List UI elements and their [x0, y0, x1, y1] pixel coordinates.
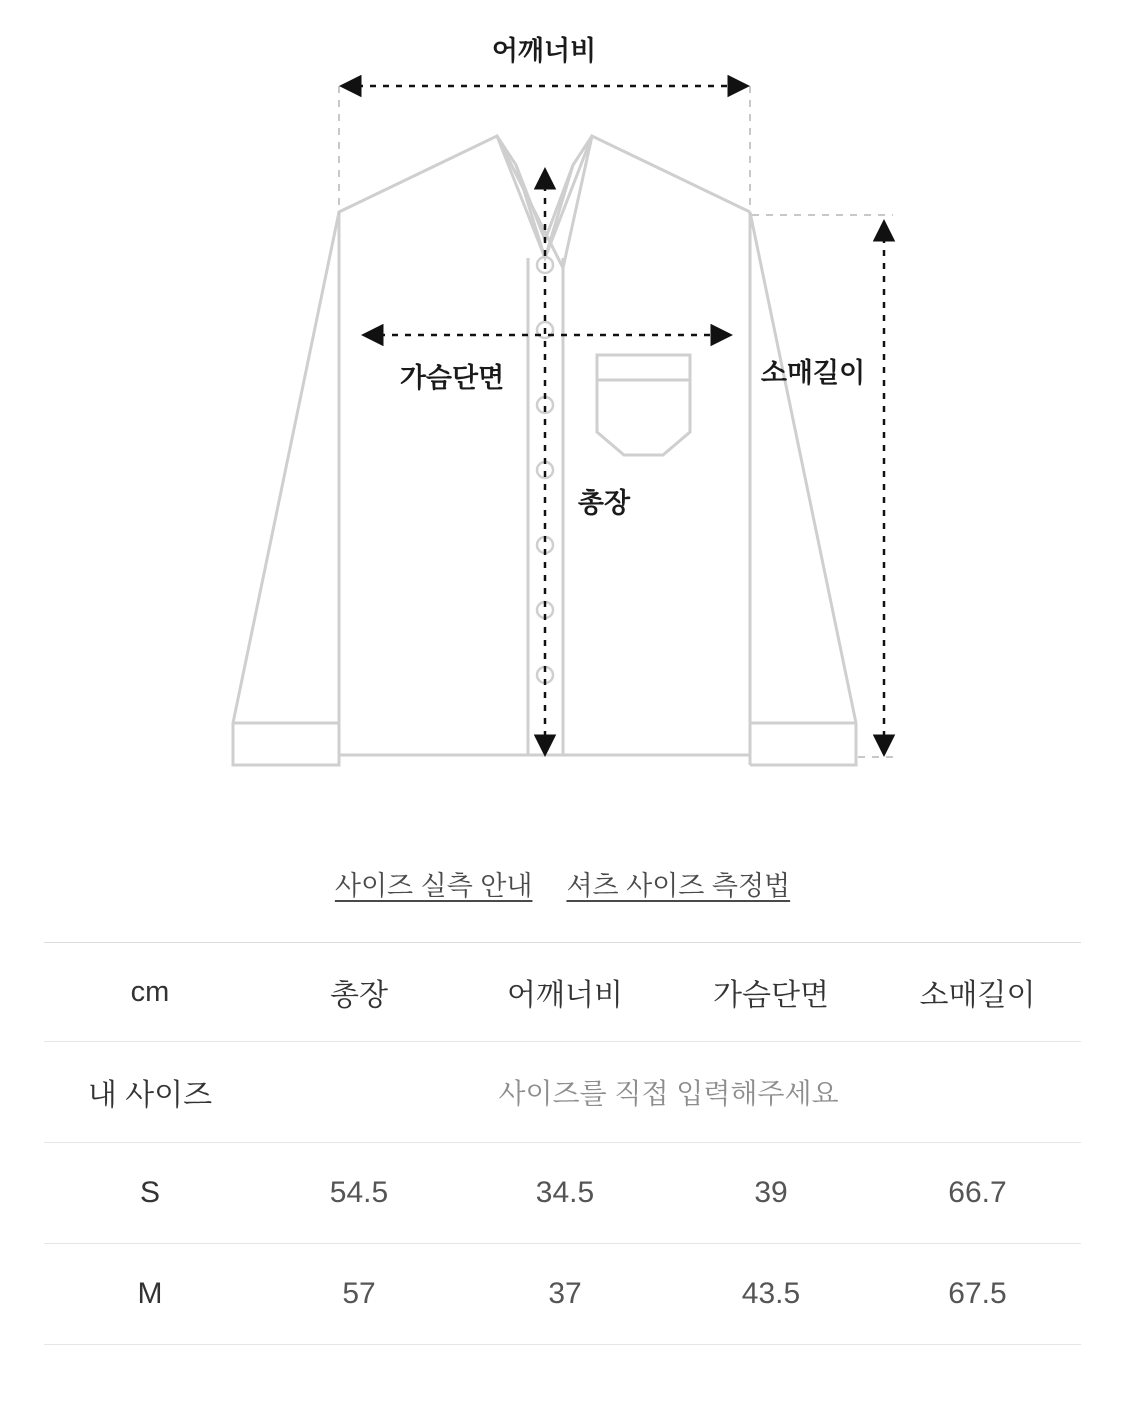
- header-unit: cm: [44, 943, 256, 1042]
- size-table: [44, 942, 1081, 1345]
- header-sleeve-length: 소매길이: [874, 943, 1081, 1042]
- label-chest-width: 가슴단면: [399, 363, 505, 393]
- size-guide-links: [0, 840, 1125, 926]
- my-size-label: 내 사이즈: [44, 1042, 256, 1143]
- cell-sleeve-length: 66.7: [874, 1143, 1081, 1244]
- label-sleeve-length: 소매길이: [760, 358, 866, 388]
- size-table-wrap: [0, 942, 1125, 1345]
- link-size-guide[interactable]: 사이즈 실측 안내: [334, 870, 533, 901]
- cell-sleeve-length: 67.5: [874, 1244, 1081, 1345]
- header-total-length: 총장: [256, 943, 462, 1042]
- table-header-row: [44, 943, 1081, 1042]
- header-shoulder-width: 어깨너비: [462, 943, 668, 1042]
- header-chest-width: 가슴단면: [668, 943, 874, 1042]
- cell-shoulder-width: 34.5: [462, 1143, 668, 1244]
- link-how-to-measure[interactable]: 셔츠 사이즈 측정법: [566, 870, 791, 901]
- my-size-row[interactable]: [44, 1042, 1081, 1143]
- row-size-label: M: [44, 1244, 256, 1345]
- cell-chest-width: 39: [668, 1143, 874, 1244]
- table-row: [44, 1143, 1081, 1244]
- cell-chest-width: 43.5: [668, 1244, 874, 1345]
- guide-lines: [339, 86, 893, 757]
- row-size-label: S: [44, 1143, 256, 1244]
- label-total-length: 총장: [577, 488, 631, 518]
- label-shoulder-width: 어깨너비: [491, 36, 597, 66]
- cell-total-length: 57: [256, 1244, 462, 1345]
- my-size-input[interactable]: 사이즈를 직접 입력해주세요: [256, 1042, 1081, 1143]
- cell-shoulder-width: 37: [462, 1244, 668, 1345]
- table-row: [44, 1244, 1081, 1345]
- cell-total-length: 54.5: [256, 1143, 462, 1244]
